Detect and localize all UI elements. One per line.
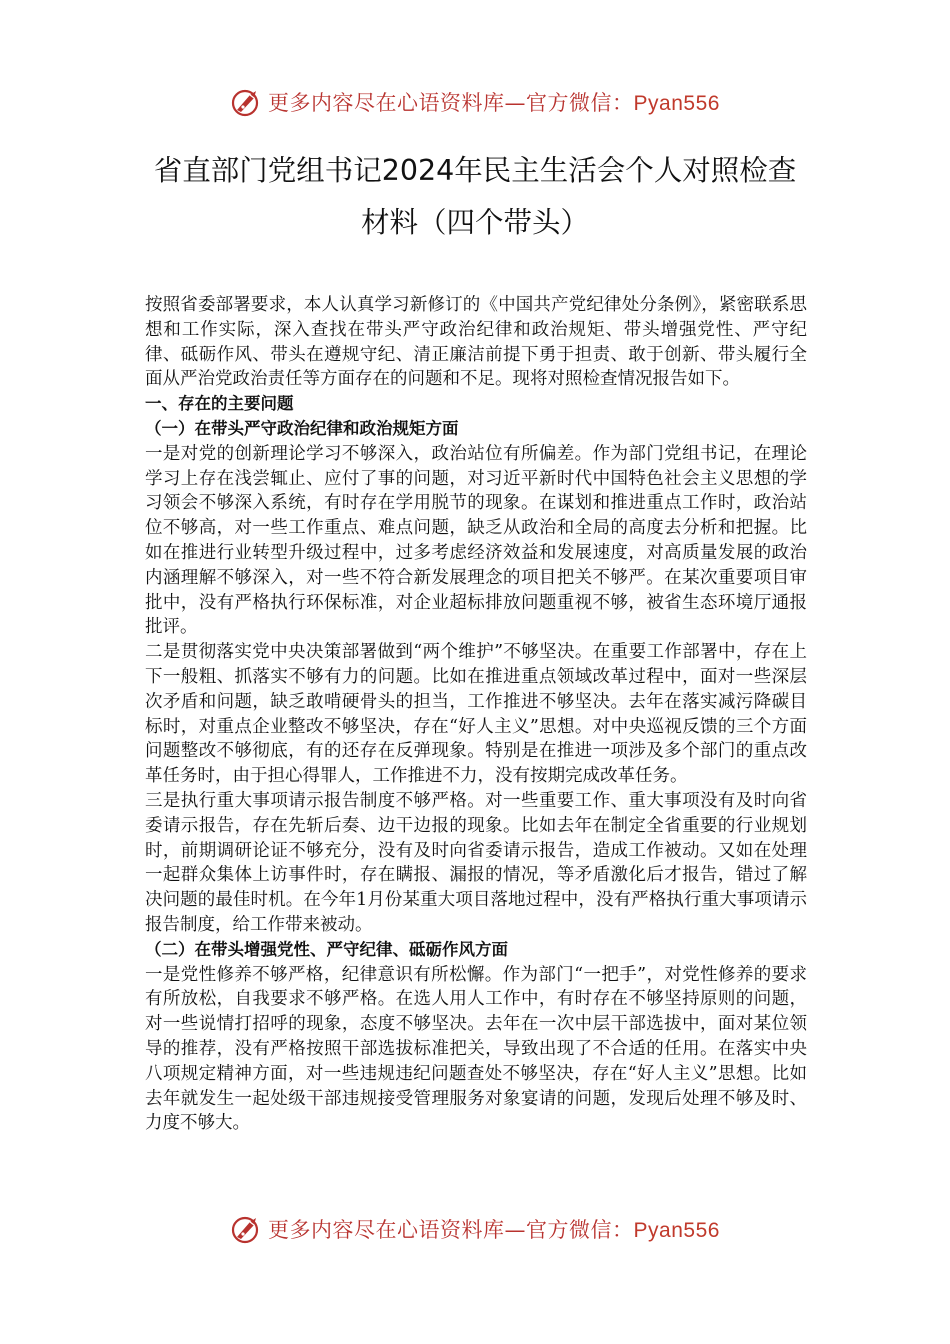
paragraph: 一是对党的创新理论学习不够深入，政治站位有所偏差。作为部门党组书记，在理论学习上存在浅尝辄止、应付了事的问题，对习近平新时代中国特色社会主义思想的学习领会不够深入系统，有时存在学用脱节的现象。在谋划和推进重点工作时，政治站位不够高，对一些工作重点、难点问题，缺乏从政治和全局的高度去分析和把握。比如在推进行业转型升级过程中，过多考虑经济效益和发展速度，对高质量发展的政治内涵理解不够深入，对一些不符合新发展理念的项目把关不够严。在某次重要项目审批中，没有严格执行环保标准，对企业超标排放问题重视不够，被省生态环境厅通报批评。 <box>145 443 807 638</box>
paragraph: 二是贯彻落实党中央决策部署做到“两个维护”不够坚决。在重要工作部署中，存在上下一般粗、抓落实不够有力的问题。比如在推进重点领域改革过程中，面对一些深层次矛盾和问题，缺乏敢啃硬骨头的担当，工作推进不够坚决。去年在落实减污降碳目标时，对重点企业整改不够坚决，存在“好人主义”思想。对中央巡视反馈的三个方面问题整改不够彻底，有的还存在反弹现象。特别是在推进一项涉及多个部门的重点改革任务时，由于担心得罪人，工作推进不力，没有按期完成改革任务。 <box>145 642 807 787</box>
watermark-wechat-id: Pyan556 <box>633 1219 720 1242</box>
paragraph: 三是执行重大事项请示报告制度不够严格。对一些重要工作、重大事项没有及时向省委请示报告，存在先斩后奏、边干边报的现象。比如去年在制定全省重要的行业规划时，前期调研论证不够充分，没有及时向省委请示报告，造成工作被动。又如在处理一起群众集体上访事件时，存在瞒报、漏报的情况，等矛盾激化后才报告，错过了解决问题的最佳时机。在今年1月份某重大项目落地过程中，没有严格执行重大事项请示报告制度，给工作带来被动。 <box>145 790 807 935</box>
watermark-text <box>268 1214 720 1244</box>
pen-nib-logo-icon <box>230 1212 264 1246</box>
watermark-slogan: 更多内容尽在心语资料库 <box>268 1218 505 1242</box>
document-body <box>145 293 807 1136</box>
document-title <box>100 145 850 249</box>
paragraph: 一是党性修养不够严格，纪律意识有所松懈。作为部门“一把手”，对党性修养的要求有所放松，自我要求不够严格。在选人用人工作中，有时存在不够坚持原则的问题，对一些说情打招呼的现象，态度不够坚决。去年在一次中层干部选拔中，面对某位领导的推荐，没有严格按照干部选拔标准把关，导致出现了不合适的任用。在落实中央八项规定精神方面，对一些违规违纪问题查处不够坚决，存在“好人主义”思想。比如去年就发生一起处级干部违规接受管理服务对象宴请的问题，发现后处理不够及时、力度不够大。 <box>145 964 807 1134</box>
watermark-slogan: 更多内容尽在心语资料库 <box>268 91 505 115</box>
watermark-banner-bottom <box>0 1209 950 1249</box>
intro-paragraph: 按照省委部署要求，本人认真学习新修订的《中国共产党纪律处分条例》，紧密联系思想和工作实际，深入查找在带头严守政治纪律和政治规矩、带头增强党性、严守纪律、砥砺作风、带头在遵规守纪、清正廉洁前提下勇于担责、敢于创新、带头履行全面从严治党政治责任等方面存在的问题和不足。现将对照检查情况报告如下。 <box>145 295 807 390</box>
watermark-wechat-label: 官方微信： <box>526 1218 634 1242</box>
watermark-wechat-id: Pyan556 <box>633 92 720 115</box>
title-line-2: 材料（四个带头） <box>360 206 589 239</box>
watermark-separator: — <box>504 91 527 115</box>
title-line-1: 省直部门党组书记2024年民主生活会个人对照检查 <box>153 154 797 187</box>
watermark-text <box>268 87 720 117</box>
watermark-banner-top <box>0 82 950 122</box>
subsection-heading-1: （一）在带头严守政治纪律和政治规矩方面 <box>145 418 459 438</box>
subsection-heading-2: （二）在带头增强党性、严守纪律、砥砺作风方面 <box>145 939 508 959</box>
pen-nib-logo-icon <box>230 85 264 119</box>
watermark-wechat-label: 官方微信： <box>526 91 634 115</box>
section-heading-1: 一、存在的主要问题 <box>145 394 294 414</box>
watermark-separator: — <box>504 1218 527 1242</box>
